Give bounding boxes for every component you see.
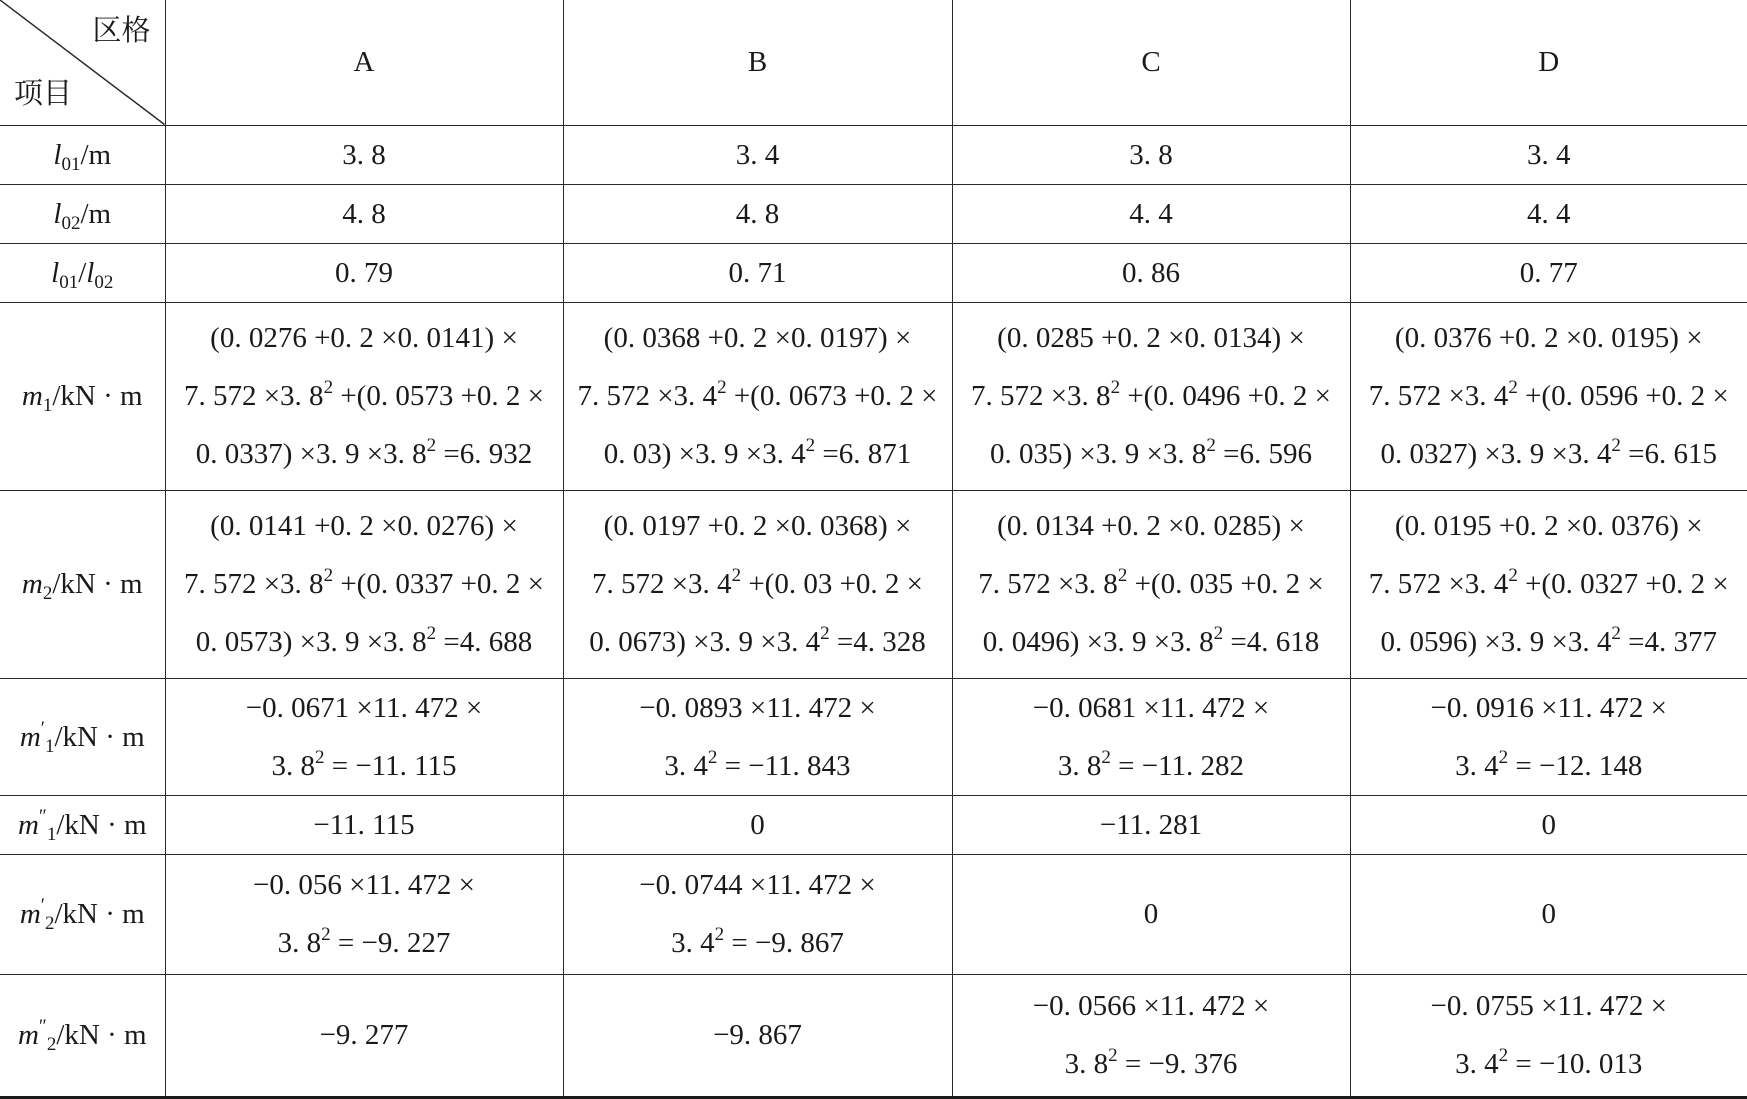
cell-ratio-a: 0. 79 bbox=[165, 243, 563, 302]
cell-m2-prime-d: 0 bbox=[1350, 854, 1747, 974]
cell-m1-double-prime-b: 0 bbox=[563, 795, 952, 854]
cell-m2-double-prime-b: −9. 867 bbox=[563, 974, 952, 1097]
column-header-d: D bbox=[1350, 0, 1747, 125]
cell-m1-a: (0. 0276 +0. 2 ×0. 0141) × 7. 572 ×3. $8^2 +(0$. 0573 +0. 2 × 0. 0337) ×3. 9 ×3. $8^2 =6$. 932 bbox=[165, 302, 563, 490]
row-label-l02: $l_{02}/m$ bbox=[0, 184, 165, 243]
row-label-l01: $l_{01}/m$ bbox=[0, 125, 165, 184]
cell-m2-d: (0. 0195 +0. 2 ×0. 0376) × 7. 572 ×3. $4^2 +(0$. 0327 +0. 2 × 0. 0596) ×3. 9 ×3. $4^2 =4$. 377 bbox=[1350, 490, 1747, 678]
cell-m2-b: (0. 0197 +0. 2 ×0. 0368) × 7. 572 ×3. $4^2 +(0$. 03 +0. 2 × 0. 0673) ×3. 9 ×3. $4^2 =4$. 328 bbox=[563, 490, 952, 678]
cell-l01-a: 3. 8 bbox=[165, 125, 563, 184]
cell-m1-double-prime-d: 0 bbox=[1350, 795, 1747, 854]
column-header-b: B bbox=[563, 0, 952, 125]
cell-ratio-b: 0. 71 bbox=[563, 243, 952, 302]
row-label-m1: $m_1/kN \cdot m$ bbox=[0, 302, 165, 490]
corner-label-zone: 区格 bbox=[92, 13, 151, 47]
row-ratio bbox=[0, 243, 1747, 302]
row-m1-double-prime bbox=[0, 795, 1747, 854]
cell-l01-b: 3. 4 bbox=[563, 125, 952, 184]
cell-l02-b: 4. 8 bbox=[563, 184, 952, 243]
row-m2-double-prime bbox=[0, 974, 1747, 1097]
corner-header-cell bbox=[0, 0, 165, 125]
cell-l01-d: 3. 4 bbox=[1350, 125, 1747, 184]
cell-l01-c: 3. 8 bbox=[952, 125, 1350, 184]
row-m1 bbox=[0, 302, 1747, 490]
row-label-m1-double-prime: $m''_1/kN \cdot m$ bbox=[0, 795, 165, 854]
row-l02 bbox=[0, 184, 1747, 243]
cell-m1-prime-a: −0. 0671 ×11. 472 × 3. $8^2 = -11$. 115 bbox=[165, 678, 563, 795]
corner-label-item: 项目 bbox=[14, 75, 73, 110]
row-m1-prime bbox=[0, 678, 1747, 795]
cell-ratio-c: 0. 86 bbox=[952, 243, 1350, 302]
cell-m1-double-prime-c: −11. 281 bbox=[952, 795, 1350, 854]
header-row bbox=[0, 0, 1747, 125]
row-label-m1-prime: $m'_1/kN \cdot m$ bbox=[0, 678, 165, 795]
cell-m2-prime-a: −0. 056 ×11. 472 × 3. $8^2 = -9$. 227 bbox=[165, 854, 563, 974]
row-l01 bbox=[0, 125, 1747, 184]
row-label-m2: $m_2/kN \cdot m$ bbox=[0, 490, 165, 678]
cell-m1-prime-c: −0. 0681 ×11. 472 × 3. $8^2 = -11$. 282 bbox=[952, 678, 1350, 795]
cell-m2-c: (0. 0134 +0. 2 ×0. 0285) × 7. 572 ×3. $8^2 +(0$. 035 +0. 2 × 0. 0496) ×3. 9 ×3. $8^2 =4$. 618 bbox=[952, 490, 1350, 678]
cell-m1-c: (0. 0285 +0. 2 ×0. 0134) × 7. 572 ×3. $8^2 +(0$. 0496 +0. 2 × 0. 035) ×3. 9 ×3. $8^2 =6$. 596 bbox=[952, 302, 1350, 490]
cell-ratio-d: 0. 77 bbox=[1350, 243, 1747, 302]
cell-m2-prime-c: 0 bbox=[952, 854, 1350, 974]
cell-m2-prime-b: −0. 0744 ×11. 472 × 3. $4^2 = -9$. 867 bbox=[563, 854, 952, 974]
cell-l02-d: 4. 4 bbox=[1350, 184, 1747, 243]
cell-m1-d: (0. 0376 +0. 2 ×0. 0195) × 7. 572 ×3. $4^2 +(0$. 0596 +0. 2 × 0. 0327) ×3. 9 ×3. $4^2 =6$. 615 bbox=[1350, 302, 1747, 490]
row-label-m2-prime: $m'_2/kN \cdot m$ bbox=[0, 854, 165, 974]
cell-l02-a: 4. 8 bbox=[165, 184, 563, 243]
cell-m1-prime-d: −0. 0916 ×11. 472 × 3. $4^2 = -12$. 148 bbox=[1350, 678, 1747, 795]
cell-m2-double-prime-a: −9. 277 bbox=[165, 974, 563, 1097]
row-m2 bbox=[0, 490, 1747, 678]
cell-m1-double-prime-a: −11. 115 bbox=[165, 795, 563, 854]
row-m2-prime bbox=[0, 854, 1747, 974]
column-header-c: C bbox=[952, 0, 1350, 125]
cell-m1-b: (0. 0368 +0. 2 ×0. 0197) × 7. 572 ×3. $4^2 +(0$. 0673 +0. 2 × 0. 03) ×3. 9 ×3. $4^2 =6$. 871 bbox=[563, 302, 952, 490]
cell-l02-c: 4. 4 bbox=[952, 184, 1350, 243]
row-label-ratio: $l_{01}/l_{02}$ bbox=[0, 243, 165, 302]
row-label-m2-double-prime: $m''_2/kN \cdot m$ bbox=[0, 974, 165, 1097]
cell-m2-double-prime-c: −0. 0566 ×11. 472 × 3. $8^2 = -9$. 376 bbox=[952, 974, 1350, 1097]
cell-m2-double-prime-d: −0. 0755 ×11. 472 × 3. $4^2 = -10$. 013 bbox=[1350, 974, 1747, 1097]
cell-m1-prime-b: −0. 0893 ×11. 472 × 3. $4^2 = -11$. 843 bbox=[563, 678, 952, 795]
cell-m2-a: (0. 0141 +0. 2 ×0. 0276) × 7. 572 ×3. $8^2 +(0$. 0337 +0. 2 × 0. 0573) ×3. 9 ×3. $8^2 =4$. 688 bbox=[165, 490, 563, 678]
column-header-a: A bbox=[165, 0, 563, 125]
